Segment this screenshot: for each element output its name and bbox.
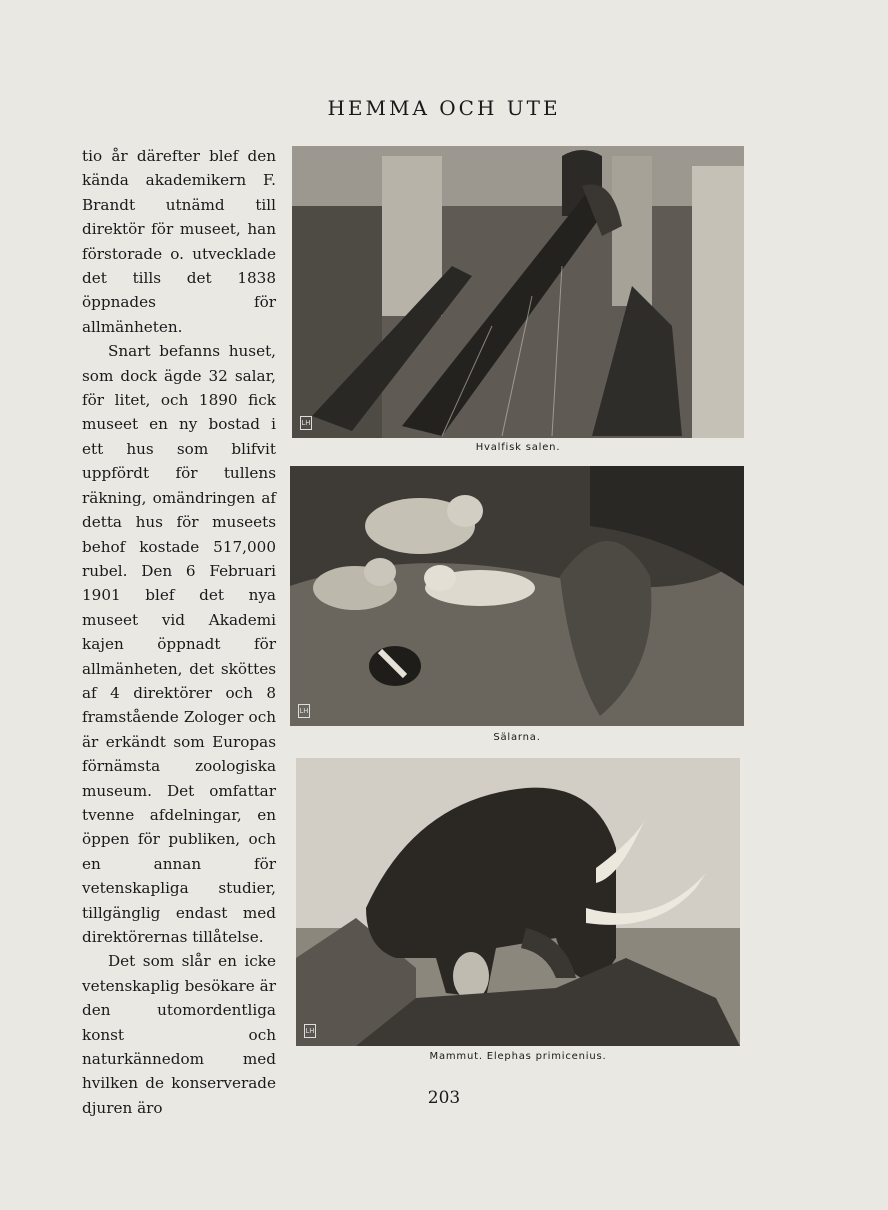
- mammoth-caption: Mammut. Elephas primicenius.: [429, 1051, 607, 1062]
- paragraph-3: Det som slår en icke vetenskaplig besökare är den utomordentliga konst och naturkännedom med hvilken de konserverade djuren äro: [82, 952, 276, 1117]
- mammoth-photo: [296, 758, 740, 1046]
- whale-hall-caption: Hvalfisk salen.: [475, 442, 561, 453]
- whale-hall-photo: [292, 146, 744, 438]
- paragraph-2: Snart befanns huset, som dock ägde 32 salar, för litet, och 1890 fick museet en ny bostad i ett hus som blifvit uppfördt för tullens räkning, omändringen af detta hus för museets behof kostade 517,000 rubel. Den 6 Februari 1901 blef det nya museet vid Akademi kajen öppnadt för allmänheten, det sköttes af 4 direktörer och 8 framstående Zologer och är erkändt som Europas förnämsta zoologiska museum. Det omfattar tvenne afdelningar, en öppen för publiken, och en annan för vetenskapliga studier, tillgänglig endast med direktörernas tillåtelse.: [82, 342, 276, 946]
- monogram-mark: LH: [304, 1024, 316, 1038]
- monogram-mark: LH: [300, 416, 312, 430]
- paragraph-1: tio år därefter blef den kända akademikern F. Brandt utnämd till direktör för museet, han förstorade o. utvecklade det tills det 1838 öppnades för allmänheten.: [82, 147, 276, 336]
- running-header: HEMMA OCH UTE: [327, 96, 561, 120]
- page-number: 203: [427, 1088, 461, 1108]
- body-text-column: [82, 144, 276, 1120]
- seals-photo: [290, 466, 744, 726]
- monogram-mark: LH: [298, 704, 310, 718]
- seals-caption: Sälarna.: [493, 732, 541, 743]
